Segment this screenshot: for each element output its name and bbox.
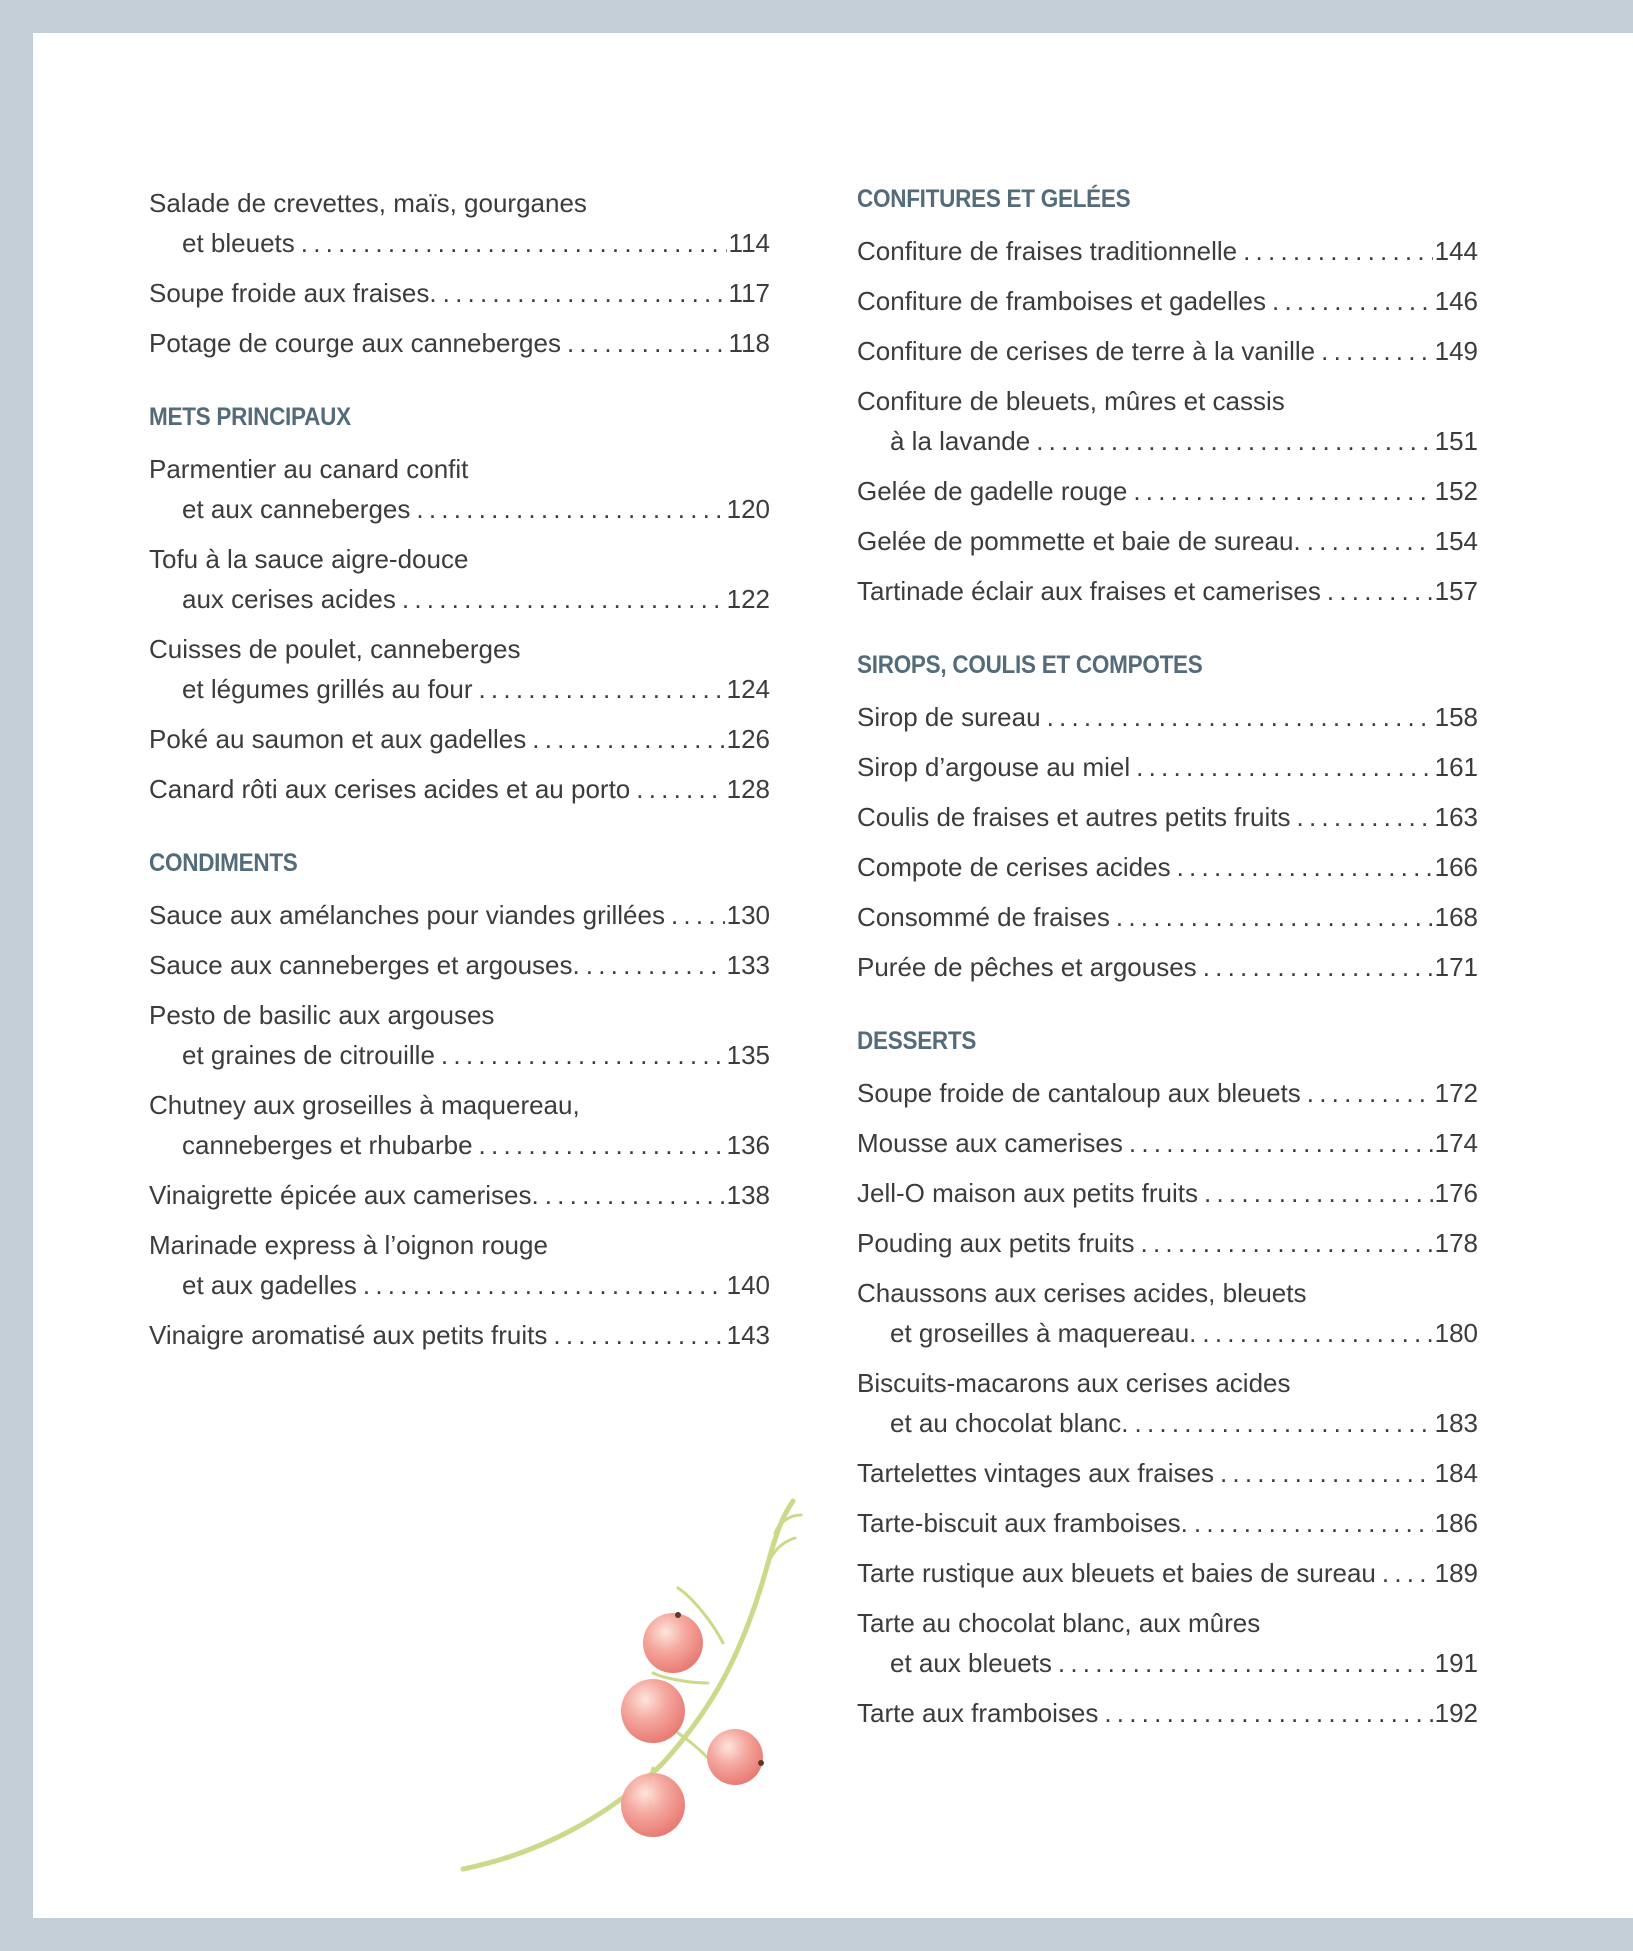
page-number: 122	[726, 584, 770, 614]
toc-section-condiments	[149, 847, 770, 1355]
toc-entry[interactable]	[149, 769, 770, 809]
toc-entry-line	[149, 1085, 770, 1125]
entry-title: Pouding aux petits fruits	[857, 1228, 1135, 1258]
toc-entry[interactable]	[149, 1225, 770, 1305]
toc-entry-line	[149, 1315, 770, 1355]
toc-entry-line	[857, 1693, 1478, 1733]
toc-column-left	[149, 183, 770, 1393]
toc-entry-line	[857, 471, 1478, 511]
page-number: 174	[1434, 1128, 1478, 1158]
page-number: 183	[1434, 1408, 1478, 1438]
toc-entry[interactable]	[857, 897, 1478, 937]
toc-entry[interactable]	[149, 719, 770, 759]
red-currant-sprig-icon	[423, 1493, 843, 1883]
toc-entry[interactable]	[149, 895, 770, 935]
entry-title: Potage de courge aux canneberges	[149, 328, 561, 358]
entry-title: Mousse aux camerises	[857, 1128, 1123, 1158]
page-number: 146	[1434, 286, 1478, 316]
toc-entry-line	[857, 231, 1478, 271]
dot-leader	[1058, 1643, 1433, 1683]
page-number: 180	[1434, 1318, 1478, 1348]
page-number: 154	[1434, 526, 1478, 556]
toc-entry-line	[149, 183, 770, 223]
toc-entry-line	[149, 1265, 770, 1305]
entry-title: et aux bleuets	[890, 1648, 1052, 1678]
toc-entry-line	[857, 1403, 1478, 1443]
page-number: 140	[726, 1270, 770, 1300]
entry-title: Tarte rustique aux bleuets et baies de sureau	[857, 1558, 1376, 1588]
page-number: 120	[726, 494, 770, 524]
toc-entry[interactable]	[149, 323, 770, 363]
toc-entry[interactable]	[857, 471, 1478, 511]
page-number: 130	[726, 900, 770, 930]
page-number: 172	[1434, 1078, 1478, 1108]
dot-leader	[1194, 1503, 1433, 1543]
toc-entry-line	[857, 1313, 1478, 1353]
dot-leader	[1243, 231, 1433, 271]
entry-title: Tofu à la sauce aigre-douce	[149, 544, 469, 574]
toc-entry[interactable]	[857, 1503, 1478, 1543]
dot-leader	[1307, 521, 1433, 561]
toc-entry-line	[857, 381, 1478, 421]
section-heading: DESSERTS	[857, 1027, 977, 1055]
toc-entry-line	[857, 1363, 1478, 1403]
page-number: 166	[1434, 852, 1478, 882]
dot-leader	[1133, 471, 1432, 511]
toc-entry-line	[857, 1503, 1478, 1543]
page-number: 161	[1434, 752, 1478, 782]
toc-entry[interactable]	[857, 1223, 1478, 1263]
entry-title: Chutney aux groseilles à maquereau,	[149, 1090, 580, 1120]
page-number: 114	[728, 228, 770, 258]
toc-section-confitures-et-gelees	[857, 183, 1478, 611]
entry-title: Marinade express à l’oignon rouge	[149, 1230, 548, 1260]
entry-title: canneberges et rhubarbe	[182, 1130, 473, 1160]
toc-entry-line	[857, 847, 1478, 887]
toc-entry-line	[149, 273, 770, 313]
toc-entry-line	[857, 1123, 1478, 1163]
toc-entry-line	[857, 947, 1478, 987]
toc-entry[interactable]	[149, 1175, 770, 1215]
toc-entry[interactable]	[857, 1363, 1478, 1443]
dot-leader	[1297, 797, 1433, 837]
entry-title: Cuisses de poulet, canneberges	[149, 634, 521, 664]
entry-title: Pesto de basilic aux argouses	[149, 1000, 495, 1030]
toc-entry-line	[149, 223, 770, 263]
toc-entry-line	[857, 281, 1478, 321]
dot-leader	[402, 579, 725, 619]
entry-title: et légumes grillés au four	[182, 674, 473, 704]
toc-entry[interactable]	[857, 381, 1478, 461]
entry-title: Vinaigrette épicée aux camerises.	[149, 1180, 539, 1210]
entry-title: Tartelettes vintages aux fraises	[857, 1458, 1214, 1488]
dot-leader	[478, 669, 724, 709]
entry-title: Sauce aux amélanches pour viandes grillées	[149, 900, 665, 930]
dot-leader	[1202, 1313, 1432, 1353]
toc-entry-line	[149, 769, 770, 809]
entry-title: Jell-O maison aux petits fruits	[857, 1178, 1199, 1208]
entry-title: Soupe froide aux fraises.	[149, 278, 437, 308]
entry-title: Tartinade éclair aux fraises et camerises	[857, 576, 1321, 606]
toc-entry-line	[149, 1175, 770, 1215]
entry-title: Tarte au chocolat blanc, aux mûres	[857, 1608, 1261, 1638]
toc-entry[interactable]	[857, 231, 1478, 271]
toc-entry[interactable]	[149, 1085, 770, 1165]
toc-entry[interactable]	[857, 947, 1478, 987]
dot-leader	[586, 945, 725, 985]
toc-entry-line	[149, 895, 770, 935]
entry-title: Salade de crevettes, maïs, gourganes	[149, 188, 587, 218]
entry-title: à la lavande	[890, 426, 1031, 456]
dot-leader	[1141, 1223, 1433, 1263]
dot-leader	[363, 1265, 725, 1305]
entry-title: Confiture de fraises traditionnelle	[857, 236, 1238, 266]
toc-entry-line	[149, 579, 770, 619]
entry-title: Consommé de fraises	[857, 902, 1110, 932]
toc-entry[interactable]	[149, 273, 770, 313]
toc-entry[interactable]	[149, 449, 770, 529]
entry-title: Confiture de bleuets, mûres et cassis	[857, 386, 1285, 416]
toc-entry-line	[857, 797, 1478, 837]
page-number: 176	[1434, 1178, 1478, 1208]
toc-entry-line	[857, 1073, 1478, 1113]
toc-entry[interactable]	[857, 571, 1478, 611]
dot-leader	[636, 769, 724, 809]
section-heading: SIROPS, COULIS ET COMPOTES	[857, 651, 1203, 679]
toc-entry-line	[149, 1125, 770, 1165]
toc-entry-line	[857, 897, 1478, 937]
page-number: 118	[728, 328, 770, 358]
toc-entry-line	[857, 521, 1478, 561]
toc-entry[interactable]	[857, 281, 1478, 321]
toc-entry-line	[857, 1223, 1478, 1263]
entry-title: Gelée de pommette et baie de sureau.	[857, 526, 1301, 556]
toc-entry-line	[149, 1035, 770, 1075]
toc-entry-line	[149, 629, 770, 669]
page-number: 191	[1434, 1648, 1478, 1678]
toc-entry-line	[149, 719, 770, 759]
entry-title: Purée de pêches et argouses	[857, 952, 1197, 982]
toc-entry-line	[857, 697, 1478, 737]
page-number: 128	[726, 774, 770, 804]
toc-entry-line	[857, 1553, 1478, 1593]
dot-leader	[1382, 1553, 1433, 1593]
page-number: 168	[1434, 902, 1478, 932]
toc-entry-line	[857, 1453, 1478, 1493]
entry-title: Canard rôti aux cerises acides et au porto	[149, 774, 631, 804]
dot-leader	[416, 489, 724, 529]
page-number: 136	[726, 1130, 770, 1160]
entry-title: Gelée de gadelle rouge	[857, 476, 1128, 506]
toc-entry[interactable]	[857, 847, 1478, 887]
dot-leader	[1203, 947, 1433, 987]
dot-leader	[532, 719, 724, 759]
dot-leader	[1204, 1173, 1433, 1213]
page-number: 171	[1434, 952, 1478, 982]
dot-leader	[553, 1315, 724, 1355]
toc-column-right	[857, 183, 1478, 1771]
dot-leader	[441, 1035, 725, 1075]
page-number: 189	[1434, 1558, 1478, 1588]
toc-entry[interactable]	[857, 1123, 1478, 1163]
toc-entry[interactable]	[857, 331, 1478, 371]
toc-entry[interactable]	[857, 697, 1478, 737]
page-number: 186	[1434, 1508, 1478, 1538]
page-number: 152	[1434, 476, 1478, 506]
page-number: 135	[726, 1040, 770, 1070]
entry-title: et au chocolat blanc.	[890, 1408, 1129, 1438]
entry-title: Chaussons aux cerises acides, bleuets	[857, 1278, 1307, 1308]
dot-leader	[443, 273, 727, 313]
section-heading: METS PRINCIPAUX	[149, 403, 351, 431]
dot-leader	[1047, 697, 1433, 737]
dot-leader	[1116, 897, 1433, 937]
page-number: 117	[728, 278, 770, 308]
page-number: 124	[726, 674, 770, 704]
toc-section	[149, 183, 770, 363]
dot-leader	[1135, 1403, 1433, 1443]
page-number: 138	[726, 1180, 770, 1210]
entry-title: Soupe froide de cantaloup aux bleuets	[857, 1078, 1301, 1108]
entry-title: Sirop d’argouse au miel	[857, 752, 1131, 782]
page-number: 143	[726, 1320, 770, 1350]
toc-entry-line	[857, 1603, 1478, 1643]
page-number: 144	[1434, 236, 1478, 266]
page-number: 151	[1434, 426, 1478, 456]
entry-title: Coulis de fraises et autres petits fruits	[857, 802, 1291, 832]
toc-entry-line	[149, 489, 770, 529]
toc-entry-line	[857, 747, 1478, 787]
entry-title: Sauce aux canneberges et argouses.	[149, 950, 580, 980]
toc-entry[interactable]	[857, 1453, 1478, 1493]
toc-entry-line	[149, 995, 770, 1035]
entry-title: Biscuits-macarons aux cerises acides	[857, 1368, 1291, 1398]
toc-entry[interactable]	[857, 1273, 1478, 1353]
dot-leader	[671, 895, 725, 935]
page-number: 149	[1434, 336, 1478, 366]
dot-leader	[545, 1175, 725, 1215]
section-heading: CONDIMENTS	[149, 849, 298, 877]
toc-page	[33, 33, 1633, 1918]
toc-entry[interactable]	[857, 1693, 1478, 1733]
toc-entry[interactable]	[149, 183, 770, 263]
toc-entry[interactable]	[857, 1173, 1478, 1213]
dot-leader	[1104, 1693, 1432, 1733]
toc-entry-line	[149, 669, 770, 709]
dot-leader	[1321, 331, 1432, 371]
page-number: 157	[1434, 576, 1478, 606]
toc-entry[interactable]	[857, 1073, 1478, 1113]
toc-entry-line	[857, 1173, 1478, 1213]
dot-leader	[1036, 421, 1432, 461]
toc-entry[interactable]	[149, 539, 770, 619]
page-number: 184	[1434, 1458, 1478, 1488]
entry-title: et groseilles à maquereau.	[890, 1318, 1197, 1348]
toc-entry[interactable]	[149, 995, 770, 1075]
entry-title: Poké au saumon et aux gadelles	[149, 724, 527, 754]
toc-entry[interactable]	[857, 1603, 1478, 1683]
page-number: 126	[726, 724, 770, 754]
toc-entry[interactable]	[857, 747, 1478, 787]
entry-title: et graines de citrouille	[182, 1040, 435, 1070]
toc-entry[interactable]	[149, 945, 770, 985]
page-number: 133	[726, 950, 770, 980]
toc-entry-line	[857, 1643, 1478, 1683]
toc-entry-line	[149, 539, 770, 579]
dot-leader	[1307, 1073, 1433, 1113]
toc-section-sirops-coulis-et-compotes	[857, 649, 1478, 987]
entry-title: Confiture de framboises et gadelles	[857, 286, 1267, 316]
entry-title: Sirop de sureau	[857, 702, 1041, 732]
dot-leader	[301, 223, 727, 263]
entry-title: Confiture de cerises de terre à la vanille	[857, 336, 1316, 366]
toc-entry[interactable]	[149, 629, 770, 709]
entry-title: et aux canneberges	[182, 494, 411, 524]
dot-leader	[1136, 747, 1432, 787]
dot-leader	[1177, 847, 1433, 887]
toc-entry-line	[149, 945, 770, 985]
toc-entry-line	[149, 323, 770, 363]
toc-entry-line	[857, 331, 1478, 371]
dot-leader	[479, 1125, 725, 1165]
entry-title: et bleuets	[182, 228, 295, 258]
entry-title: Vinaigre aromatisé aux petits fruits	[149, 1320, 548, 1350]
dot-leader	[567, 323, 727, 363]
toc-entry-line	[857, 421, 1478, 461]
toc-entry-line	[857, 571, 1478, 611]
page-number: 178	[1434, 1228, 1478, 1258]
section-heading: CONFITURES ET GELÉES	[857, 185, 1131, 213]
page-number: 163	[1434, 802, 1478, 832]
toc-entry-line	[857, 1273, 1478, 1313]
toc-section-desserts	[857, 1025, 1478, 1733]
dot-leader	[1129, 1123, 1433, 1163]
dot-leader	[1220, 1453, 1433, 1493]
entry-title: et aux gadelles	[182, 1270, 357, 1300]
dot-leader	[1272, 281, 1433, 321]
toc-entry[interactable]	[857, 1553, 1478, 1593]
entry-title: Tarte-biscuit aux framboises.	[857, 1508, 1188, 1538]
toc-entry[interactable]	[857, 521, 1478, 561]
toc-entry-line	[149, 449, 770, 489]
dot-leader	[1327, 571, 1433, 611]
entry-title: Compote de cerises acides	[857, 852, 1171, 882]
page-number: 192	[1434, 1698, 1478, 1728]
toc-section-mets-principaux	[149, 401, 770, 809]
entry-title: aux cerises acides	[182, 584, 396, 614]
entry-title: Parmentier au canard confit	[149, 454, 469, 484]
entry-title: Tarte aux framboises	[857, 1698, 1099, 1728]
toc-entry-line	[149, 1225, 770, 1265]
toc-entry[interactable]	[857, 797, 1478, 837]
page-number: 158	[1434, 702, 1478, 732]
toc-entry[interactable]	[149, 1315, 770, 1355]
